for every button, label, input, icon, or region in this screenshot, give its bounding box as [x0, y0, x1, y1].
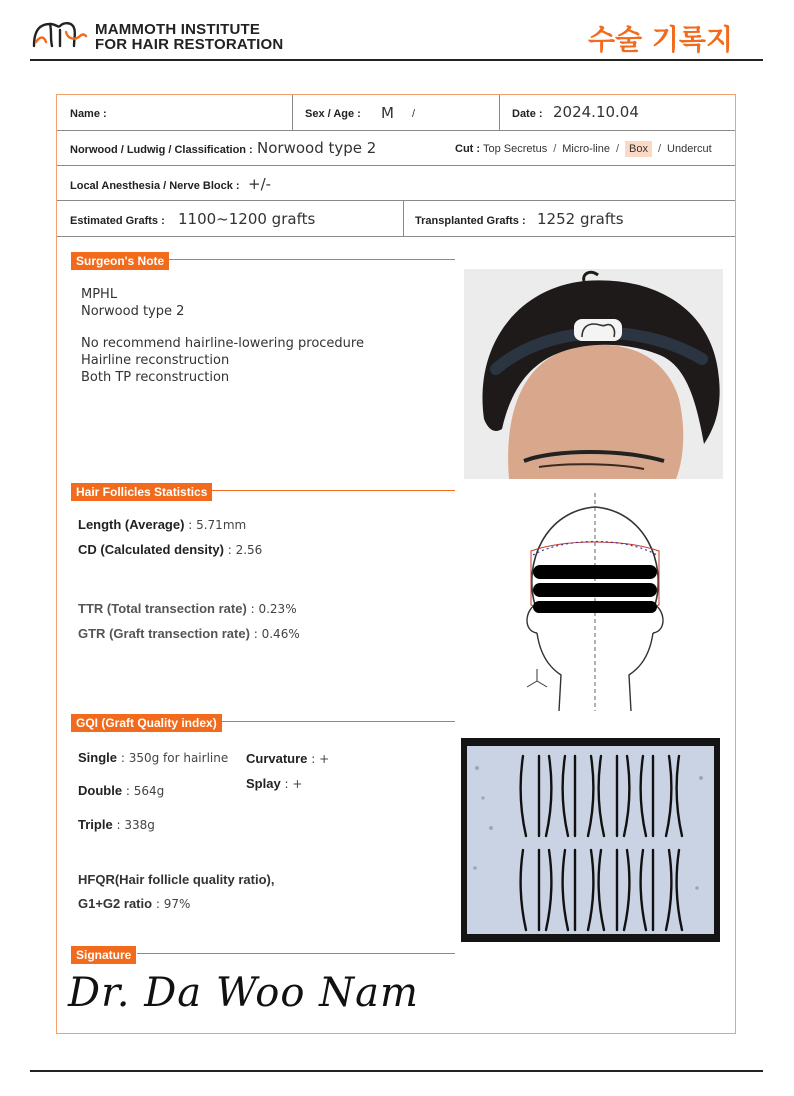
section-rule — [220, 721, 455, 722]
anesthesia-label: Local Anesthesia / Nerve Block : — [70, 180, 240, 192]
signature-heading: Signature — [71, 946, 136, 964]
note-line: Norwood type 2 — [81, 304, 185, 319]
splay-label: Splay — [246, 776, 281, 791]
section-rule — [137, 953, 455, 954]
note-line: Both TP reconstruction — [81, 370, 230, 385]
transplanted-grafts-value: 1252 grafts — [537, 210, 624, 228]
triple-grafts — [78, 817, 155, 832]
surgeons-note-text — [81, 286, 364, 386]
document-title: 수술 기록지 — [588, 23, 733, 56]
curvature-value: : + — [307, 752, 330, 766]
divider — [403, 201, 404, 236]
double-grafts — [78, 783, 164, 798]
surgeons-note-heading: Surgeon's Note — [71, 252, 169, 270]
calculated-density — [78, 542, 262, 557]
ttr-label: TTR — [78, 601, 104, 616]
footer-divider — [30, 1070, 763, 1072]
logo-line-2: FOR HAIR RESTORATION — [95, 36, 284, 53]
logo-line-1: MAMMOTH INSTITUTE — [95, 21, 261, 38]
cut-option-micro-line: Micro-line — [562, 143, 610, 155]
ttr-description: (Total transection rate) — [103, 601, 247, 616]
mammoth-logo-icon — [30, 18, 88, 50]
note-line — [81, 320, 364, 335]
anesthesia-value: +/- — [248, 175, 272, 193]
gqi-heading: GQI (Graft Quality index) — [71, 714, 222, 732]
length-label: Length (Average) — [78, 517, 185, 532]
date-label: Date : — [512, 108, 543, 120]
double-value: : 564g — [122, 784, 165, 798]
separator: / — [657, 143, 662, 155]
divider — [292, 95, 293, 130]
sex-value: M — [381, 104, 394, 122]
single-label: Single — [78, 750, 118, 765]
divider — [499, 95, 500, 130]
row-divider — [57, 130, 735, 131]
cut-option-box-selected: Box — [625, 141, 652, 157]
sex-age-label: Sex / Age : — [305, 108, 361, 120]
cut-option-top-secretus: Top Secretus — [483, 143, 548, 155]
ratio-value: : 97% — [152, 897, 191, 911]
gtr-value: : 0.46% — [249, 627, 300, 641]
cd-label: CD (Calculated density) — [78, 542, 224, 557]
curvature — [246, 751, 329, 766]
header — [0, 0, 794, 62]
section-rule — [210, 490, 455, 491]
classification-label: Norwood / Ludwig / Classification : — [70, 144, 253, 156]
g1-g2-ratio — [78, 896, 190, 911]
note-line: MPHL — [81, 287, 118, 302]
ttr-value: : 0.23% — [246, 602, 297, 616]
statistics-heading: Hair Follicles Statistics — [71, 483, 212, 501]
gtr-description: (Graft transection rate) — [105, 626, 250, 641]
double-label: Double — [78, 783, 123, 798]
transplanted-grafts-label: Transplanted Grafts : — [415, 215, 526, 227]
age-separator: / — [412, 108, 416, 120]
estimated-grafts-value: 1100~1200 grafts — [178, 210, 316, 228]
ratio-label: G1+G2 ratio — [78, 896, 153, 911]
curvature-label: Curvature — [246, 751, 308, 766]
cut-label: Cut : — [455, 143, 481, 155]
header-divider — [30, 59, 763, 61]
graft-follicles-photo — [461, 738, 720, 942]
hfqr-text: HFQR(Hair follicle quality ratio), — [78, 872, 275, 887]
hfqr-label — [78, 872, 274, 887]
row-divider — [57, 165, 735, 166]
patient-hairline-photo — [464, 269, 723, 479]
name-label: Name : — [70, 108, 107, 120]
triple-label: Triple — [78, 817, 113, 832]
row-divider — [57, 200, 735, 201]
splay — [246, 776, 302, 791]
single-value: : 350g for hairline — [117, 751, 229, 765]
cut-options — [483, 143, 712, 155]
cd-value: : 2.56 — [223, 543, 263, 557]
separator: / — [553, 143, 557, 155]
cut-option-undercut: Undercut — [667, 143, 712, 155]
length-value: : 5.71mm — [184, 518, 247, 532]
note-line: Hairline reconstruction — [81, 353, 230, 368]
graft-transection-rate — [78, 626, 300, 641]
splay-value: : + — [280, 777, 303, 791]
donor-area-head-diagram — [505, 493, 685, 713]
note-line: No recommend hairline-lowering procedure — [81, 336, 364, 351]
estimated-grafts-label: Estimated Grafts : — [70, 215, 165, 227]
row-divider — [57, 236, 735, 237]
date-value: 2024.10.04 — [553, 103, 639, 121]
classification-value: Norwood type 2 — [257, 139, 377, 157]
doctor-signature: Dr. Da Woo Nam — [68, 970, 419, 1016]
triple-value: : 338g — [112, 818, 155, 832]
length-average — [78, 517, 246, 532]
total-transection-rate — [78, 601, 297, 616]
single-grafts — [78, 750, 228, 765]
gtr-label: GTR — [78, 626, 106, 641]
separator: / — [615, 143, 620, 155]
institute-name — [95, 22, 283, 52]
section-rule — [165, 259, 455, 260]
